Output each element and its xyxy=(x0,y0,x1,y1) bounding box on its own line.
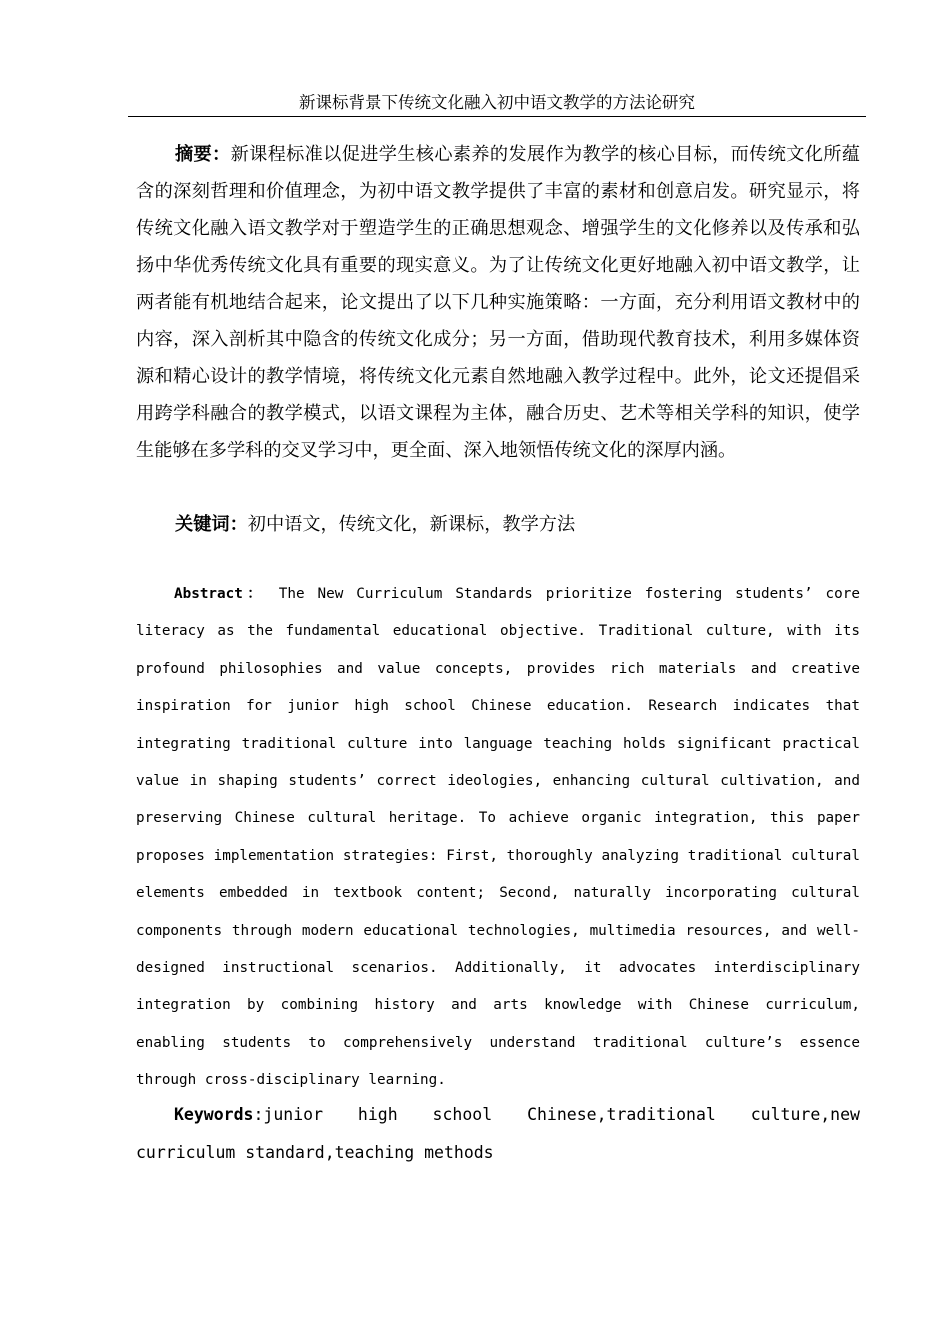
english-keywords-label: Keywords xyxy=(174,1105,254,1124)
chinese-keywords-label: 关键词： xyxy=(175,514,248,535)
chinese-keywords xyxy=(136,506,860,543)
english-abstract-text: The New Curriculum Standards prioritize fostering students’ core literacy as the fundamental educational objective. Traditional culture, with its profound philosophies and value concepts, provides rich materials and creative inspiration for junior high school Chinese education. Research indicates that integrating traditional culture into language teaching holds significant practical value in shaping students’ correct ideologies, enhancing cultural cultivation, and preserving Chinese cultural heritage. To achieve organic integration, this paper proposes implementation strategies: First, thoroughly analyzing traditional cultural elements embedded in textbook content; Second, naturally incorporating cultural components through modern educational technologies, multimedia resources, and well-designed instructional scenarios. Additionally, it advocates interdisciplinary integration by combining history and arts knowledge with Chinese curriculum, enabling students to comprehensively understand traditional culture’s essence through cross-disciplinary learning. xyxy=(136,586,860,1089)
chinese-abstract-text: 新课程标准以促进学生核心素养的发展作为教学的核心目标，而传统文化所蕴含的深刻哲理和价值理念，为初中语文教学提供了丰富的素材和创意启发。研究显示，将传统文化融入语文教学对于塑造学生的正确思想观念、增强学生的文化修养以及传承和弘扬中华优秀传统文化具有重要的现实意义。为了让传统文化更好地融入初中语文教学，让两者能有机地结合起来，论文提出了以下几种实施策略：一方面，充分利用语文教材中的内容，深入剖析其中隐含的传统文化成分；另一方面，借助现代教育技术，利用多媒体资源和精心设计的教学情境，将传统文化元素自然地融入教学过程中。此外，论文还提倡采用跨学科融合的教学模式，以语文课程为主体，融合历史、艺术等相关学科的知识，使学生能够在多学科的交叉学习中，更全面、深入地领悟传统文化的深厚内涵。 xyxy=(136,144,860,461)
chinese-abstract-label: 摘要： xyxy=(175,144,231,165)
chinese-abstract xyxy=(136,136,860,469)
english-abstract xyxy=(136,576,860,1100)
chinese-keywords-text: 初中语文，传统文化，新课标，教学方法 xyxy=(247,514,576,535)
running-header: 新课标背景下传统文化融入初中语文教学的方法论研究 xyxy=(128,92,866,117)
english-keywords-text: :junior high school Chinese,traditional culture,new curriculum standard,teaching methods xyxy=(136,1105,860,1162)
english-keywords xyxy=(136,1096,860,1172)
english-abstract-label: Abstract： xyxy=(174,586,266,602)
